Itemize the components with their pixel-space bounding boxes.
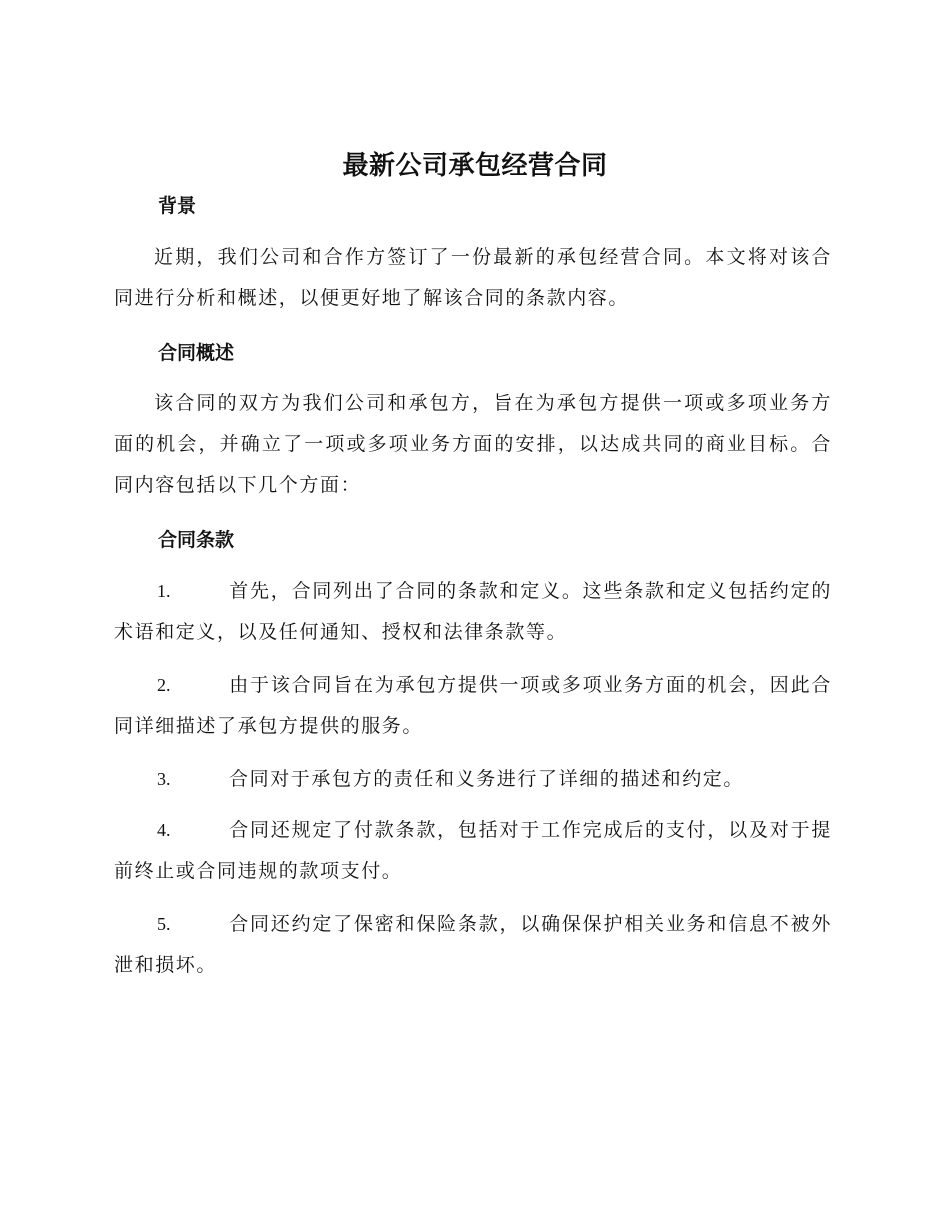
list-item-text: 由于该合同旨在为承包方提供一项或多项业务方面的机会，因此合同详细描述了承包方提供的服务。 <box>114 674 832 737</box>
section-heading-background: 背景 <box>158 195 197 217</box>
list-item-number: 3. <box>157 769 171 789</box>
list-item-text: 首先，合同列出了合同的条款和定义。这些条款和定义包括约定的术语和定义，以及任何通知、授权和法律条款等。 <box>114 580 832 643</box>
list-item <box>114 665 832 747</box>
background-paragraph: 近期，我们公司和合作方签订了一份最新的承包经营合同。本文将对该合同进行分析和概述，以便更好地了解该合同的条款内容。 <box>114 246 832 309</box>
list-item-number: 1. <box>157 581 171 601</box>
list-item <box>114 759 832 800</box>
list-item-text: 合同对于承包方的责任和义务进行了详细的描述和约定。 <box>229 768 745 790</box>
section-heading-terms: 合同条款 <box>158 529 235 551</box>
list-item-text: 合同还约定了保密和保险条款，以确保保护相关业务和信息不被外泄和损坏。 <box>114 913 832 976</box>
list-item <box>114 904 832 986</box>
list-item-text: 合同还规定了付款条款，包括对于工作完成后的支付，以及对于提前终止或合同违规的款项支付。 <box>114 819 832 882</box>
list-item-number: 4. <box>157 820 171 840</box>
list-item <box>114 810 832 892</box>
overview-paragraph: 该合同的双方为我们公司和承包方，旨在为承包方提供一项或多项业务方面的机会，并确立了一项或多项业务方面的安排，以达成共同的商业目标。合同内容包括以下几个方面： <box>114 392 832 496</box>
list-item <box>114 571 832 653</box>
document-title: 最新公司承包经营合同 <box>342 151 608 181</box>
section-heading-overview: 合同概述 <box>158 342 235 364</box>
list-item-number: 2. <box>157 675 171 695</box>
list-item-number: 5. <box>157 914 171 934</box>
